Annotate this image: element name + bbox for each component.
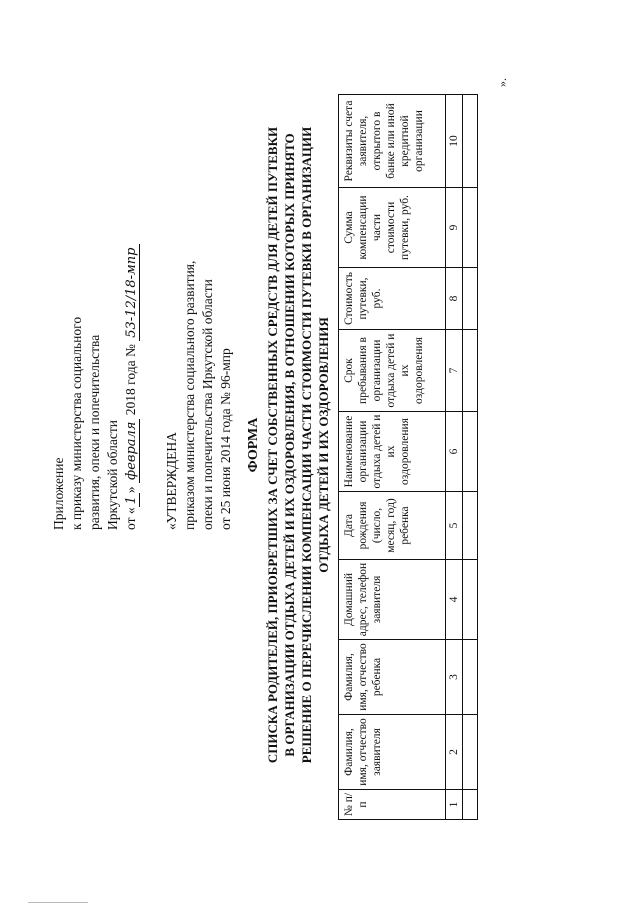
appendix-block (50, 110, 235, 530)
appendix-line: к приказу министерства социального (69, 316, 84, 530)
col-header-compensation: Сумма компенсации части стоимости путевки, руб. (339, 188, 446, 268)
parents-list-table (338, 94, 478, 820)
col-header-bank-details: Реквизиты счета заявителя, открытого в банке или иной кредитной организации (339, 95, 446, 188)
column-number: 3 (446, 640, 463, 715)
approved-line: опеки и попечительства Иркутской области (200, 279, 215, 530)
col-header-child-name: Фамилия, имя, отчество ребенка (339, 640, 446, 715)
col-header-applicant-name: Фамилия, имя, отчество заявителя (339, 715, 446, 790)
col-header-stay-period: Срок пребывания в организации отдыха детей и их оздоровления (339, 330, 446, 412)
column-number: 10 (446, 95, 463, 188)
empty-cell (463, 715, 478, 790)
title-line: В ОРГАНИЗАЦИИ ОТДЫХА ДЕТЕЙ И ИХ ОЗДОРОВЛЕНИЯ, В ОТНОШЕНИИ КОТОРЫХ ПРИНЯТО (282, 133, 297, 757)
empty-cell (463, 492, 478, 560)
col-header-organization: Наименование организации отдыха детей и их оздоровления (339, 412, 446, 492)
appendix-date-line (122, 110, 141, 530)
title-line: ОТДЫХА ДЕТЕЙ И ИХ ОЗДОРОВЛЕНИЯ (316, 317, 331, 573)
appendix-line: Иркутской области (105, 419, 120, 530)
handwritten-day: 1 (124, 493, 140, 507)
appendix-line: развития, опеки и попечительства (87, 334, 102, 530)
approved-line: приказом министерства социального развития, (182, 260, 197, 530)
form-title (245, 45, 332, 845)
column-number-row (446, 95, 463, 820)
empty-cell (463, 188, 478, 268)
col-header-birth-date: Дата рождения (число, месяц, год) ребенка (339, 492, 446, 560)
handwritten-month: февраля (124, 419, 140, 483)
empty-cell (463, 95, 478, 188)
empty-cell (463, 560, 478, 640)
empty-cell (463, 640, 478, 715)
appendix-line: Приложение (51, 457, 66, 530)
empty-cell (463, 412, 478, 492)
column-number: 4 (446, 560, 463, 640)
title-line: СПИСКА РОДИТЕЛЕЙ, ПРИОБРЕТШИХ ЗА СЧЕТ СОБСТВЕННЫХ СРЕДСТВ ДЛЯ ДЕТЕЙ ПУТЕВКИ (265, 126, 280, 764)
handwritten-order-number: 53-12/18-мпр (124, 245, 140, 341)
date-prefix: от « (123, 507, 138, 530)
empty-row (463, 95, 478, 820)
column-number: 5 (446, 492, 463, 560)
approved-line: от 25 июня 2014 года № 96-мпр (218, 348, 233, 530)
column-number: 1 (446, 790, 463, 820)
column-number: 7 (446, 330, 463, 412)
empty-cell (463, 330, 478, 412)
col-header-voucher-cost: Стоимость путевки, руб. (339, 268, 446, 330)
column-number: 9 (446, 188, 463, 268)
year-text: 2018 года № (123, 344, 138, 416)
form-label: ФОРМА (246, 417, 261, 473)
closing-quote: ». (495, 78, 509, 87)
date-mid: » (123, 486, 138, 494)
empty-cell (463, 268, 478, 330)
column-number: 6 (446, 412, 463, 492)
column-number: 2 (446, 715, 463, 790)
empty-cell (463, 790, 478, 820)
scan-edge-mark (28, 902, 88, 903)
header-row (339, 95, 446, 820)
approved-line: «УТВЕРЖДЕНА (164, 432, 179, 530)
col-header-address: Домашний адрес, телефон заявителя (339, 560, 446, 640)
col-header-number: № п/п (339, 790, 446, 820)
column-number: 8 (446, 268, 463, 330)
title-line: РЕШЕНИЕ О ПЕРЕЧИСЛЕНИИ КОМПЕНСАЦИИ ЧАСТИ СТОИМОСТИ ПУТЕВКИ В ОРГАНИЗАЦИИ (299, 126, 314, 764)
